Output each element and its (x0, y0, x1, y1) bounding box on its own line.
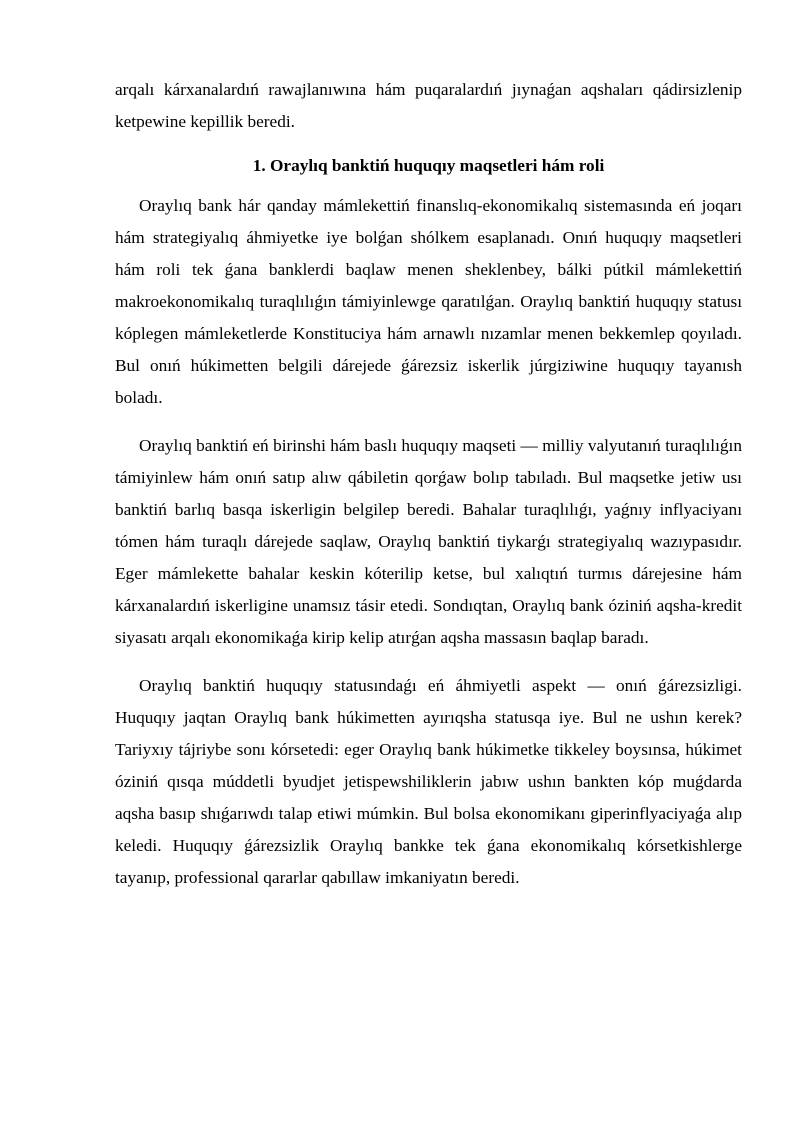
document-page (115, 74, 742, 894)
body-paragraph-2: Oraylıq banktiń eń birinshi hám baslı huquqıy maqseti — milliy valyutanıń turaqlılıǵın támiyinlew hám onıń satıp alıw qábiletin qorǵaw bolıp tabıladı. Bul maqsetke jetiw usı banktiń barlıq basqa iskerligin belgilep beredi. Bahalar turaqlılıǵı, yaǵnıy inflyaciyanı tómen hám turaqlı dárejede saqlaw, Oraylıq banktiń tiykarǵı strategiyalıq wazıypasıdır. Eger mámlekette bahalar keskin kóterilip ketse, bul xalıqtıń turmıs dárejesine hám kárxanalardıń iskerligine unamsız tásir etedi. Sondıqtan, Oraylıq bank óziniń aqsha-kredit siyasatı arqalı ekonomikaǵa kirip kelip atırǵan aqsha massasın baqlap baradı. (115, 436, 742, 647)
intro-paragraph: arqalı kárxanalardıń rawajlanıwına hám puqaralardıń jıynaǵan aqshaları qádirsizlenip ketpewine kepillik beredi. (115, 80, 742, 131)
section-heading: 1. Oraylıq banktiń huquqıy maqsetleri hám roli (252, 156, 605, 175)
body-paragraph-3: Oraylıq banktiń huquqıy statusındaǵı eń áhmiyetli aspekt — onıń ǵárezsizligi. Huquqıy jaqtan Oraylıq bank húkimetten ayırıqsha statusqa iye. Bul ne ushın kerek? Tariyxıy tájriybe sonı kórsetedi: eger Oraylıq bank húkimetke tikkeley boysınsa, húkimet óziniń qısqa múddetli byudjet jetispewshiliklerin jabıw ushın bankten kóp muǵdarda aqsha basıp shıǵarıwdı talap etiwi múmkin. Bul bolsa ekonomikanı giperinflyaciyaǵa alıp keledi. Huquqıy ǵárezsizlik Oraylıq bankke tek ǵana ekonomikalıq kórsetkishlerge tayanıp, professional qararlar qabıllaw imkaniyatın beredi. (115, 676, 742, 887)
body-paragraph-1: Oraylıq bank hár qanday mámlekettiń finanslıq-ekonomikalıq sistemasında eń joqarı hám strategiyalıq áhmiyetke iye bolǵan shólkem esaplanadı. Onıń huquqıy maqsetleri hám roli tek ǵana banklerdi baqlaw menen sheklenbey, bálki pútkil mámlekettiń makroekonomikalıq turaqlılıǵın támiyinlewge qaratılǵan. Oraylıq banktiń huquqıy statusı kóplegen mámleketlerde Konstituciya hám arnawlı nızamlar menen bekkemlep qoyıladı. Bul onıń húkimetten belgili dárejede ǵárezsiz iskerlik júrgiziwine huquqıy tayanısh boladı. (115, 196, 742, 407)
